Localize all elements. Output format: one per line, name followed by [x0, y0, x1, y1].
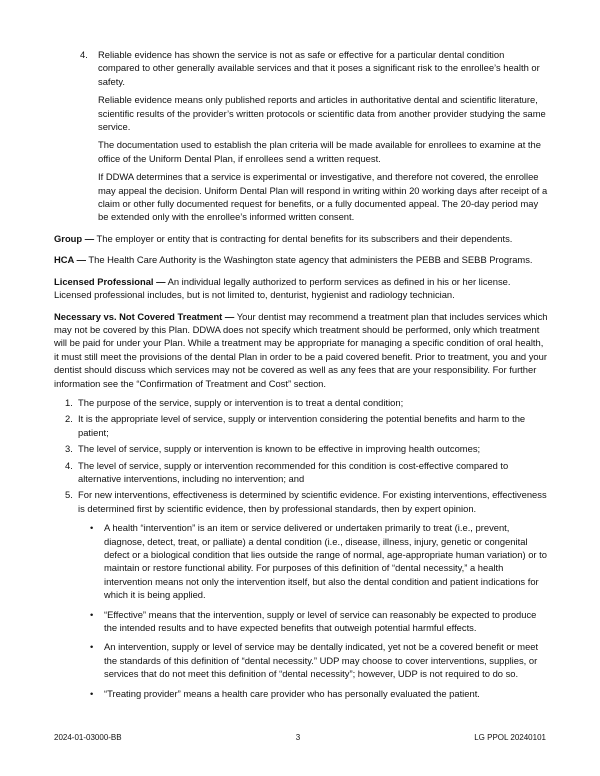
list-number: 2.: [65, 413, 73, 425]
list-item: [65, 459, 548, 486]
definition-term: Licensed Professional —: [54, 275, 166, 287]
list-number: 4.: [65, 459, 73, 471]
definition-necessary-treatment: [54, 310, 548, 390]
bullet-icon: •: [90, 522, 94, 534]
bullet-text: An intervention, supply or level of service may be dentally indicated, yet not be a covered benefit or meet the standards of this definition of “dental necessity.” UDP may choose to cover interventions, supplies, or services that do not meet this definition of “dental necessity”; however, UDP is not required to do so.: [104, 641, 539, 680]
definition-text: The Health Care Authority is the Washington state agency that administers the PEBB and SEBB Programs.: [85, 254, 533, 266]
list-text: For new interventions, effectiveness is determined by scientific evidence. For existing interventions, effectiveness is determined first by scientific evidence, then by professional standards, then by expert opinion.: [78, 489, 547, 514]
list-number: 3.: [65, 443, 73, 455]
definition-term: Group —: [54, 232, 95, 244]
bullet-item: [90, 608, 548, 635]
bullet-icon: •: [90, 687, 94, 699]
appeal-paragraph: If DDWA determines that a service is experimental or investigative, and therefore not covered, the enrollee may appeal the decision. Uniform Dental Plan will respond in writing within 20 working days after receipt of a claim or other fully documented request for benefits, or a fully documented appeal. The 20-day period may be extended only with the enrollee’s informed written consent.: [98, 171, 548, 223]
bullet-icon: •: [90, 641, 94, 653]
list-text: The level of service, supply or intervention is known to be effective in improving health outcomes;: [78, 443, 481, 455]
experimental-criterion-4: [80, 48, 548, 88]
list-item: [65, 488, 548, 515]
page-number: 3: [295, 733, 301, 742]
bullet-text: “Effective” means that the intervention, supply or level of service can reasonably be expected to produce the intended results and to have expected benefits that outweigh potential harmful effects.: [104, 608, 537, 634]
list-number: 1.: [65, 396, 73, 408]
list-text: The purpose of the service, supply or intervention is to treat a dental condition;: [78, 396, 404, 408]
page-content: [54, 48, 548, 700]
definition-group: [54, 232, 548, 245]
bullet-item: [90, 687, 548, 700]
documentation-paragraph: The documentation used to establish the plan criteria will be made available for enrollees to examine at the office of the Uniform Dental Plan, if enrollees send a written request.: [98, 139, 541, 164]
bullet-item: [90, 640, 548, 680]
document-code: 2024-01-03000-BB: [54, 733, 122, 742]
necessity-criteria-list: [54, 396, 548, 515]
definition-bullet-list: [54, 521, 548, 700]
page-footer: [54, 733, 546, 742]
definition-text: An individual legally authorized to perform services as defined in his or her license. Licensed professional includes, but is not limited to, denturist, hygienist and radiology technician.: [54, 275, 511, 301]
list-text: It is the appropriate level of service, supply or intervention considering the potential benefits and harm to the patient;: [78, 413, 526, 438]
list-text: Reliable evidence has shown the service is not as safe or effective for a particular dental condition compared to other generally available services and that it poses a significant risk to the enrollee’s health or safety.: [98, 49, 540, 87]
list-number: 5.: [65, 489, 73, 501]
bullet-text: “Treating provider” means a health care provider who has personally evaluated the patient.: [104, 687, 480, 699]
list-number: 4.: [80, 49, 88, 60]
definition-term: HCA —: [54, 254, 86, 266]
definition-term: Necessary vs. Not Covered Treatment —: [54, 310, 235, 322]
definition-licensed-professional: [54, 275, 548, 302]
list-item: [65, 412, 548, 439]
definition-text: Your dentist may recommend a treatment plan that includes services which may not be covered by this Plan. DDWA does not specify which treatment should be performed, only which treatment will be paid for under your Plan. While a treatment may be appropriate for managing a specific condition of oral health, it must still meet the provisions of the dental Plan in order to be a paid covered benefit. Prior to treatment, you and your dentist should discuss which services may not be covered as well as any fees that are your responsibility. For further information see the “Confirmation of Treatment and Cost” section.: [54, 310, 548, 389]
list-item: [65, 396, 548, 409]
definition-text: The employer or entity that is contracting for dental benefits for its subscribers and their dependents.: [94, 232, 513, 244]
plan-code: LG PPOL 20240101: [474, 733, 546, 742]
definition-hca: [54, 253, 548, 266]
list-text: The level of service, supply or intervention recommended for this condition is cost-effective compared to alternative interventions, including no intervention; and: [78, 459, 509, 484]
list-item: [65, 442, 548, 455]
bullet-icon: •: [90, 608, 94, 620]
bullet-text: A health “intervention” is an item or service delivered or undertaken primarily to treat (i.e., prevent, diagnose, detect, treat, or palliate) a dental condition (i.e., disease, illness, injury, genetic or congenital defect or a biological condition that lies outside the range of normal, age-appropriate human variation) or to maintain or restore functional ability. For purposes of this definition of “dental necessity,” a health intervention means not only the intervention itself, but also the dental condition and patient indications for which it is being applied.: [104, 522, 547, 601]
reliable-evidence-paragraph: Reliable evidence means only published reports and articles in authoritative dental and scientific literature, scientific results of the provider’s written protocols or scientific data from another provider studying the same service.: [98, 94, 546, 133]
bullet-item: [90, 521, 548, 601]
